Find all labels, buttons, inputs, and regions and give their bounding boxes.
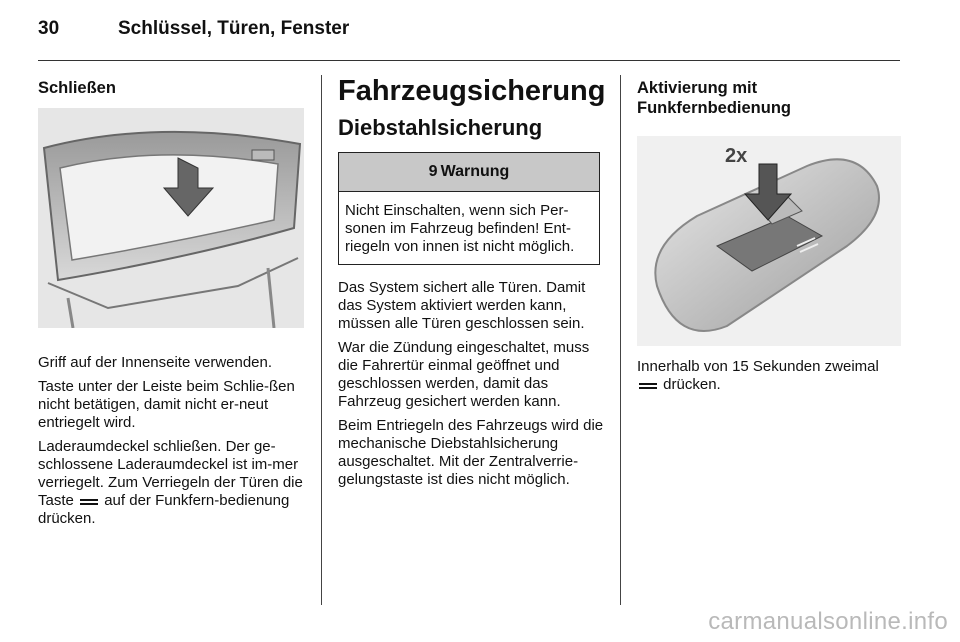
column-closing [38,74,304,534]
column-divider-1 [321,75,322,605]
warning-label: Warnung [440,163,510,180]
column-vehicle-security [338,74,604,495]
tailgate-figure [38,108,304,328]
subsection-title-antitheft: Diebstahlsicherung [338,115,543,140]
paragraph-unlocking: Beim Entriegeln des Fahrzeugs wird die mechanische Diebstahlsicherung ausgeschaltet. Mit der Zentralverrie-gelungstaste ist dies nicht möglich. [338,417,604,488]
remote-key-illustration-icon [637,136,901,346]
page-number: 30 [38,18,60,39]
warning-symbol-icon: 9 [428,163,438,180]
tailgate-illustration-icon [38,108,304,328]
section-title-vehicle-security: Fahrzeugsicherung [338,75,606,107]
paragraph-system-locks: Das System sichert alle Türen. Damit das System aktiviert werden kann, müssen alle Türen geschlossen sein. [338,279,586,332]
paragraph-close-lock: Laderaumdeckel schließen. Der ge-schlossene Laderaumdeckel ist im-mer verriegelt. Zum Verriegeln der Türen die Taste auf der Funkfern-bedienung drücken. [38,438,303,527]
section-heading-activation: Aktivierung mit Funkfernbedienung [637,79,791,117]
press-count-label: 2x [725,145,748,167]
watermark: carmanualsonline.info [708,608,948,635]
remote-key-figure [637,136,901,346]
column-activation [637,74,903,400]
warning-box [338,152,600,265]
lock-button-icon [639,381,657,390]
paragraph-handle: Griff auf der Innenseite verwenden. [38,354,273,371]
paragraph-press-twice: Innerhalb von 15 Sekunden zweimal drücken. [637,358,879,393]
section-heading-closing: Schließen [38,79,116,97]
chapter-title: Schlüssel, Türen, Fenster [118,18,350,39]
column-divider-2 [620,75,621,605]
warning-text: Nicht Einschalten, wenn sich Per-sonen im Fahrzeug befinden! Ent-riegeln von innen ist nicht möglich. [345,202,575,255]
header-rule [38,60,900,61]
paragraph-button-warning: Taste unter der Leiste beim Schlie-ßen nicht betätigen, damit nicht er-neut entriegelt wird. [38,378,295,431]
paragraph-ignition: War die Zündung eingeschaltet, muss die Fahrertür einmal geöffnet und geschlossen werden, damit das Fahrzeug gesichert werden kann. [338,339,590,410]
lock-button-icon [80,497,98,506]
warning-header [339,153,599,192]
